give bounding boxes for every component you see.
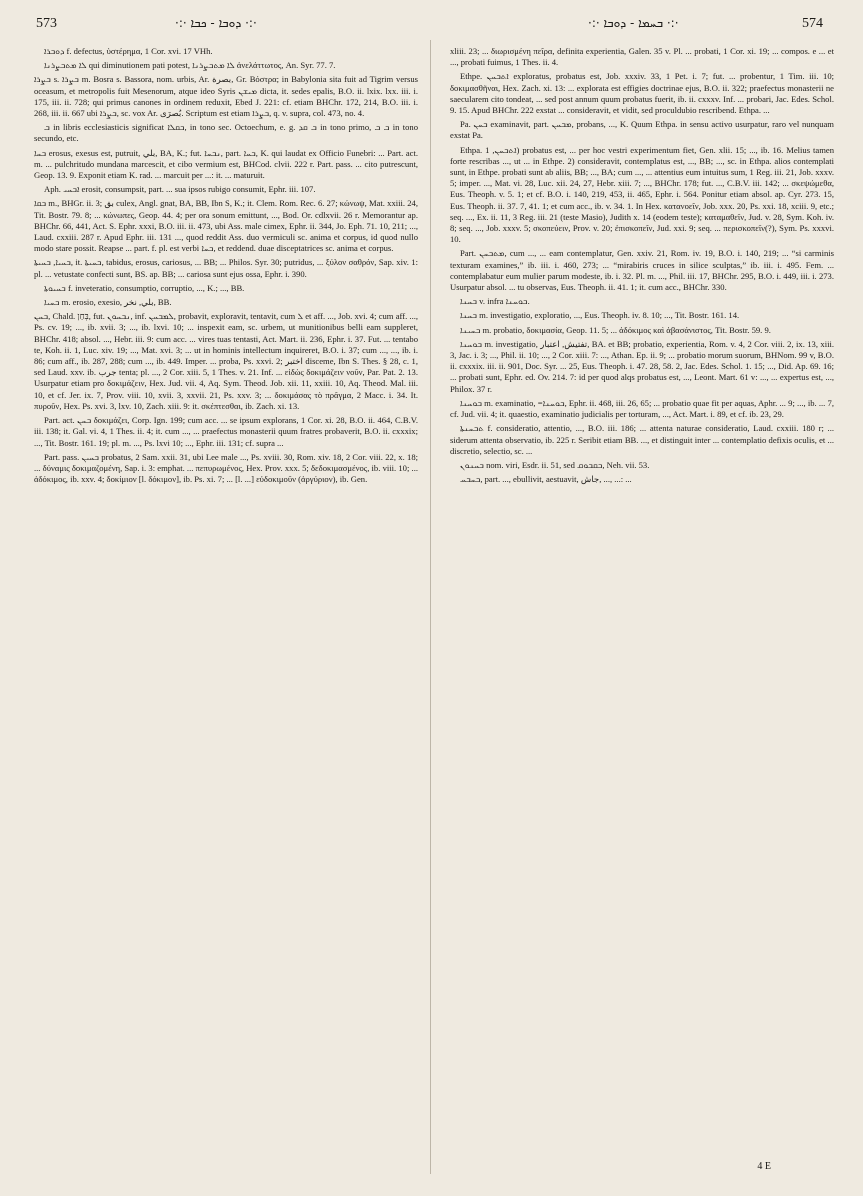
- signature-mark: 4 E: [757, 1161, 771, 1172]
- column-divider: [430, 40, 431, 1174]
- entry: ܒܩܐ m., BHGr. ii. 3; بق culex, Angl. gnat, BA, BB, Ibn S, K.; it. Clem. Rom. Rec. 6. 27; κώνωψ, Mat. xxiii. 24, Tit. Bostr. 79. 8; ... κώνωπες, Geop. 44. 4; per ora sonum emittunt, ..., Bod. Or. cdlxvii. 26 r. Memorantur ap. BHChr. 66, 441, Act. S. Ephr. xxxi, B.O. iii. ii. 473, ubi Ass. male cimex, Ephr. ii. 344, Jo. Eph. 71. 10, 211; ..., Laud. cxxiii. 287 r. Apud Ephr. iii. 131 ..., quod reddit Ass. duo vermiculi sc. anima et corpus, id quod nullo modo stare possit. Reapse ... part. f. pl. est verbi ܒܚܐ, et reddend. duae disceptatrices sc. anima et corpus.: [34, 198, 418, 254]
- entry: ܒܚܝܐ m. erosio, exesio, بلي, نخر, BB.: [44, 297, 172, 308]
- entry: Part. ܡܬܒܚܢ, cum ..., ... eam contemplatur, Gen. xxiv. 21, Rom. iv. 19, B.O. i. 140, 219; ... “si carminis texturam examines,” ib. iii. i. 460, 273; ... “mirabiris cruces in silice sculptas,” ib. iii. i. 495. Fem. ... contemplabatur eum mulier parum modeste, ib. i. 32. Pl. m. ..., Phil. iii. 17, BHChr. 295, B.O. i. 449, iii. i. 273. Usurpatur absol. ... tu observas, Eus. Theoph. ii. 41. 1; it. cum acc., BHChr. 330.: [450, 248, 834, 293]
- entry: ܒܚܝܢܐ m. probatio, δοκιμασία, Geop. 11. 5; ... ἀδόκιμος καὶ ἀβασάνιστος, Tit. Bostr. 59. 9.: [460, 324, 771, 335]
- entry: ܒܚܢܘܢ nom. viri, Esdr. ii. 51, sed ܒܩܒܘܩ, Neh. vii. 53.: [460, 459, 650, 470]
- entry: ܒ in libris ecclesiasticis significat ܒܩܠܐ, in tono sec. Octoechum, e. g. ܒ ܩܕ in tono primo, ܒ ܒ in tono secundo, etc.: [34, 122, 418, 144]
- page-number-left: 573: [36, 16, 57, 31]
- entry: ܒܚܢ, Chald. בְּחַן, fut. ܢܒܚܘܢ, inf. ܠܡܒܚܢ, probavit, exploravit, tentavit, cum ܠ et aff. ..., Job. xvi. 4; cum aff. ..., Ps. cv. 19; ..., ib. xvii. 3; ..., ib. lxvi. 10; ... inspexit eam, sc. urbem, ut munitionibus belli eam suppleret, BHChr. 418; absol. ..., Hebr. iii. 9: cum acc. ... vires tuas tentasti, Act. Mart. ii. 236, Ephr. i. 37. Fut. ... tentabo te, Koh. ii. 1, Luc. xiv. 19; ..., Mat. xvi. 3; ... ut in hominis intellectum inquireret, B.O. i. 37; cum ..., ..., ib. i. 86; cum aff., ib. 287, 288; cum ..., ib. 449. Imper. ... proba, Ps. xxvi. 2; اختبر disceme, Ibn S. Thes. § 28, c. 1, sed Laud. xxv. ib. جرب tenta; pl. ..., 2 Cor. xiii. 5, 1 Thes. v. 21. Inf. ... εἰδὼς δοκιμάζειν νοῦν, Par. Pat. 2. 13. Usurpatur etiam pro δοκιμάζειν, Hex. Jud. vii. 4, Aq. Sym. Theod. Job. xii. 11, xxiii. 10, Aq. Theod. Mal. iii. 10, et cf. Jer. ix. 7, Prov. viii. 10, xvii. 3, xxvii. 21, Ps. xxv. 3; ... δοκιμάσας τὸ πρᾶγμα, 2 Macc. i. 34. It. πυροῦν, Hex. Ps. xvi. 3, lxv. 10, Zach. xiii. 9: it. σκέπτεσθαι, ib. Zach. xi. 13.: [34, 311, 419, 411]
- entry: Part. pass. ܒܚܝܢ probatus, 2 Sam. xxii. 31, ubi Lee male ..., Ps. xviii. 30, Rom. xiv. 18, 2 Cor. viii. 22, x. 18; ... δύναμις δοκιμαζομένη, Sap. i. 3: emphat. ... πεπυρωμένος, Hex. Prov. xxx. 5; δεδοκιμασμένος, ib. viii. 10; ... ἀδόκιμος, ib. xxv. 4; δοκίμιον [l. δόκιμον], ib. Ps. xi. 7; ... [l. ...] εὐδοκιμοῦν (ἀργύριον), ib. Gen.: [34, 451, 418, 485]
- entry: ܒܚܢܐ v. infra ܒܘܚܢܐ.: [460, 296, 530, 307]
- page-number-right: 574: [802, 16, 823, 31]
- entry: ܒܘܚܢܐ m. investigatio, تفتيش, اعتبار, BA. et BB; probatio, experientia, Rom. v. 4, 2 Cor. viii. 2, ix. 13, xiii. 3, Jac. i. 3; ..., Phil. ii. 10; ..., 2 Cor. xiii. 7: ..., Athan. Ep. ii. 9; ... probatio morum suorum, BHNom. 99 v, B.O. ii. cxxxix. iii. ii. 901, Doc. Syr. ... 25, Eus. Theoph. i. 47. 28, 58. 2, Jac. Edes. Schol. 1. 15; ..., Did. Ap. 69. 16; ... probati sunt, Ephr. ed. Ov. 214. 7: id per quod alqs probatus est, ..., Leont. Mart. 61 v: ..., ... expertus est, ..., Philox. 37 r.: [450, 338, 835, 394]
- entry: xliii. 23; ... διωρισμένη πεῖρα, definita experientia, Galen. 35 v. Pl. ... probati, 1 Cor. xi. 19; ... compos. e ... et ..., probati fuimus, 1 Thes. ii. 4.: [450, 46, 834, 68]
- entry: ܒܚܐ erosus, exesus est, putruit, بلي, BA, K.; fut. ܢܒܚܐ, part. ܒܚܐ, K. qui laudat ex Officio Funebri: ... Part. act. m. ... pulchritudo mundana marcescit, et cibo vermium est, BHCod. clvii. 222 r. Part. pass. ... cito putrescunt, Geop. 13. 9. Exponit etiam K. rad. ... marcuit per ...: it. ... maturuit.: [34, 147, 418, 181]
- entry: ܒܚܝܐ, ܒܚܝܬܐ, it. ܒܚܝܬܐ, tabidus, erosus, cariosus, ... BB; ... Philos. Syr. 30; putridus, ... ξύλον σαθρόν, Sap. xiv. 1: pl. ... vetustate confecti sunt, BS. ap. BB; ... cariosa sunt ejus ossa, Ephr. i. 390.: [34, 257, 418, 279]
- right-column: [450, 46, 834, 488]
- entry: ܕܘܒܪܐ f. defectus, ὑστέρημα, 1 Cor. xvi. 17 VHh.: [44, 46, 213, 56]
- left-column: [34, 46, 418, 488]
- entry: ܒܚܝܘܬܐ f. inveteratio, consumptio, corruptio, ..., K.; ..., BB.: [44, 282, 245, 293]
- entry: Part. act. ܒܚܢ δοκιμάζει, Corp. Ign. 199; cum acc. ... se ipsum explorans, 1 Cor. xi. 28, B.O. ii. 464, C.B.V. iii. 138; it. Gal. vi. 4, 1 Thes. ii. 4; it. cum ..., ... praefectus monasterii quum fratres probaverit, B.O. ii. cxxxix; ..., Tit. Bostr. 161. 19; pl. m. ..., Ps. lxvi 10; ..., Ephr. iii. 131; cf. supra ...: [34, 415, 418, 448]
- entry: Pa. ܒܚܢ examinavit, part. ܡܒܚܢ, probans, ..., K. Quum Ethpa. in sensu activo usurpatur, raro vel nunquam exstat Pa.: [450, 119, 834, 141]
- page-header: [0, 14, 863, 40]
- entry: Ethpe. ܐܬܒܚܢ exploratus, probatus est, Job. xxxiv. 33, 1 Pet. i. 7; fut. ... probentur, 1 Tim. iii. 10; δοκιμασθῆναι, Hex. Zach. xi. 13: ... explorata est effigies doctrinae ejus, B.O. ii. 322; praefectus monasterii ne saecularem cito tondeat, ... sed post annum quum probatus fuerit, ib. ii. cxxxv. Inf. ... probari, Jac. Edes. Schol. 9. 15. Apud BHChr. 222 exstat ... consideravit, et vidit, sed proculdubio rescribend. Ethpa. ...: [450, 71, 834, 116]
- entry: ܠܐ ܡܬܒܨܪܢܐ qui diminutionem pati potest, ܠܐ ܡܬܒܨܪܢܐ ἀνελάττωτος, An. Syr. 77. 7.: [44, 60, 336, 71]
- running-head-left: ·:· ܕܘܒܐ - ܟܒܐ ·:·: [175, 16, 257, 30]
- entry: ܒܚܢܐ m. investigatio, exploratio, ..., Eus. Theoph. iv. 8. 10; ..., Tit. Bostr. 161. 14.: [460, 310, 740, 321]
- entry: ܒܘܚܢܐ m. examinatio, =ܒܘܚܢܐ, Ephr. ii. 468, iii. 26, 65; ... probatio quae fit per aquas, Aphr. ... 9; ..., ib. ... 7, cf. Jud. vii. 4; it. quaestio, examinatio judicialis per torturam, ..., Act. Mart. i. 89, et cf. ib. 23, 29.: [450, 397, 834, 420]
- entry: Ethpa. ܐܬܒܚܢ, 1) probatus est, ... per hoc vestri experimentum fiet, Gen. xlii. 15; ..., ib. 16. Melius tamen forte rescribas ..., ut ... in Ethpe. 2) consideravit, contemplatus est, ..., BB; ..., sc. in Ethpa. alios contemplati sunt, in Ethpe. probati sunt ab aliis, BB; ..., BA; cum ..., ... attentius eum intuitus sum, 1 Reg. iii. 21, Job. xxxv. 5; imper. ..., Mat. vi. 28, Luc. xii. 24, 27, Hebr. xiii. 7; ..., BHChr. 178; fut. ..., C.B.V. iii. 142; ... σκεψώμεθα, Eus. Theoph. v. 5. 1; et cf. B.O. i. 140, 219, 453, ii. 465, Ephr. i. 564. Ponitur etiam absol. ap. Cyr. 273. 15, Eus. Theoph. ii. 37. 7, 41. 1; et cum acc., ib. v. 34. 1. In Hex. κατανοεῖν, Job. xxx. 20, Ps. xxi. 18, xciii. 9, etc.; seq. ..., Ex. ii. 11, 3 Reg. iii. 21 (teste Masio), Judith x. 14 (eodem teste); καταμαθεῖν, Jud. v. 28, Sym. Koh. iv. 8; seq. ..., Job. xxxv. 5; σκοπεύειν, Prov. v. 20; ἐπισκοπεῖν, Jud. xxi. 9; seq. ... περισκοπεῖν(?), Sym. Ps. xxxvi. 10.: [450, 144, 835, 245]
- running-head-right: ·:· ܒܚܡܐ - ܕܘܒܐ ·:·: [588, 16, 679, 30]
- entry: Aph. ܐܒܚܝ erosit, consumpsit, part. ... sua ipsos rubigo consumit, Ephr. iii. 107.: [44, 184, 316, 195]
- entry: ܬܒܚܢܬܐ f. consideratio, attentio, ..., B.O. iii. 186; ... attenta naturae consideratio, Laud. cxxiii. 180 r; ... siderum attenta observatio, ib. 225 r. Seribit etiam BB. ..., et distinguit inter ... contemplatio defixis oculis, et ... discretio, selectio, sc. ...: [450, 423, 834, 456]
- entry: ܒܨܪܐ s. ܒܨܪܐ m. Bosra s. Bassora, nom. urbis, Ar. بصرة, Gr. Βόστρα; in Babylonia sita fuit ad Tigrim versus oceasum, et metropolis fuit Mesenorum, atque ideo Syris ܡܝܫܢ dicta, it. sedes epalis, B.O. ii. lxix. lxx. iii. i. 175, iii. ii. 728; qui primus canones in ordinem reduxit, Ebed J. 221: cf. etiam BHChr. 172, 214, B.O. iii. i. 268, iii. ii. 667 ubi ܒܨܪܐ, sc. vox Ar. بُصرَى. Scriptum est etiam ܒܨܪܐ, q. v. supra, col. 473, no. 4.: [34, 74, 418, 119]
- entry: ܒܚܒܚ, part. ..., ebullivit, aestuavit, جاش, ..., ...: ...: [460, 474, 632, 485]
